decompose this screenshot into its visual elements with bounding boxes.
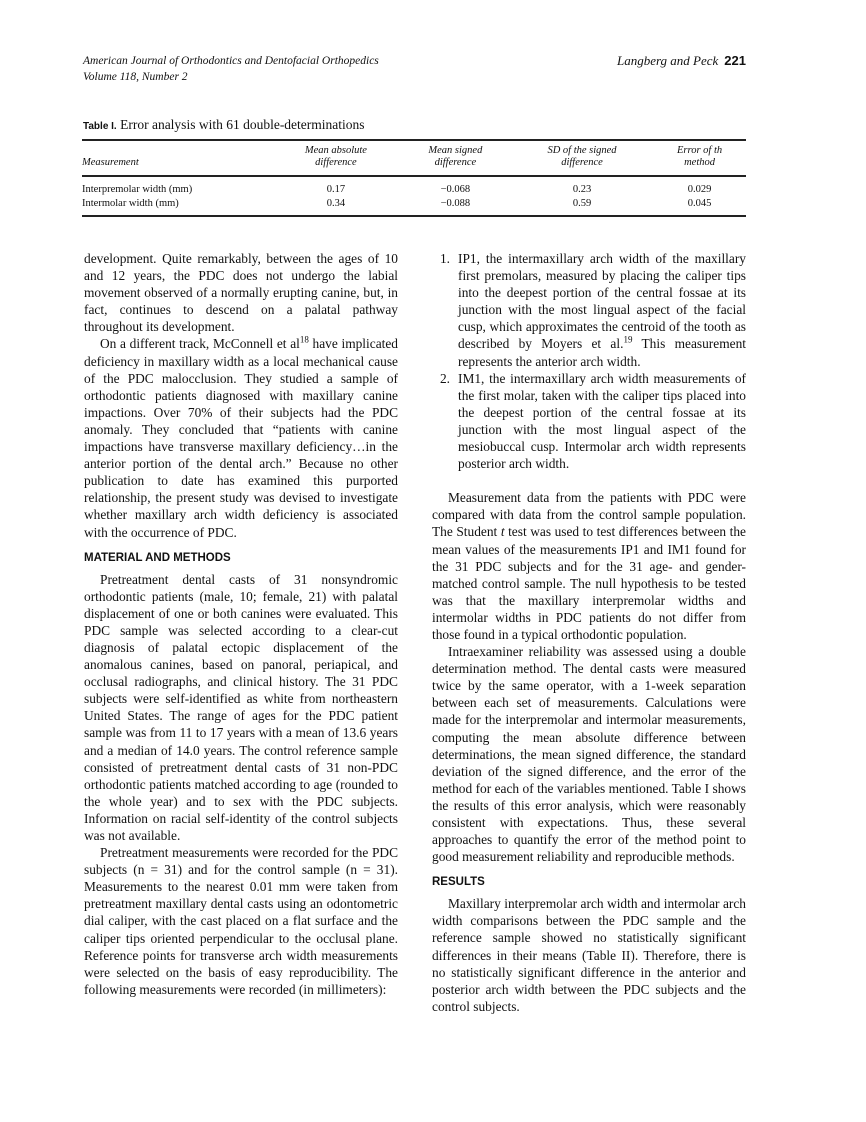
paragraph: On a different track, McConnell et $al^{18}$ have implicated deficiency in maxillary width as a local mechanical cause of the PDC malocclusion. They studied a sample of orthodontic patients diagnosed with maxillary canine impactions. Over 70% of their subjects had the PDC anomaly. They concluded that “patients with canine impactions have transverse maxillary deficiency…in the anterior portion of the dental arch.” Because no other publication to date has examined this purported relationship, the present study was devised to investigate whether maxillary arch width deficiency is associated with the occurrence of PDC.	[84, 335, 398, 540]
col-header-sd-signed: SD of the signed difference	[511, 140, 653, 176]
cell: Intermolar width (mm)	[82, 197, 272, 216]
authors: Langberg and Peck	[616, 53, 719, 68]
cell: 0.34	[272, 197, 400, 216]
right-column	[432, 250, 746, 1015]
running-header-left	[83, 53, 379, 85]
table-row	[82, 197, 746, 216]
list-item: 2. IM1, the intermaxillary arch width measurements of the first molar, taken with the caliper tips placed into the deepest portion of the central fossae at its junction with the most lingual aspect of the mesiobuccal cusp. Intermolar arch width represents posterior arch width.	[439, 370, 746, 472]
col-header-measurement: Measurement	[82, 140, 272, 176]
running-header-right	[617, 53, 746, 69]
cell: 0.59	[511, 197, 653, 216]
paragraph: Pretreatment dental casts of 31 nonsyndromic orthodontic patients (male, 10; female, 21) with palatal displacement of one or both canines were evaluated. This PDC sample was selected according to a clear-cut diagnosis of palatal ectopic displacement of the anomalous canines, based on panoral, periapical, and occlusal radiographs, and clinical history. The 31 PDC subjects were self-identified as white from northeastern United States. The range of ages for the PDC patient sample was from 11 to 17 years with a mean of 13.6 years and a median of 14.0 years. The control reference sample consisted of pretreatment dental casts of 31 non-PDC orthodontic patients matched according to age (rounded to the whole year) and to sex with the PDC subjects. Information on racial self-identity of the control subjects was not available.	[84, 571, 398, 843]
col-header-mean-signed: Mean signed difference	[400, 140, 511, 176]
cell: 0.029	[687, 184, 712, 195]
table-row	[82, 176, 746, 197]
journal-volume: Volume 118, Number 2	[83, 71, 188, 83]
journal-title: American Journal of Orthodontics and Dentofacial Orthopedics	[83, 55, 379, 67]
cell: −0.068	[440, 184, 471, 195]
citation: 18	[299, 335, 309, 345]
citation: 19	[623, 335, 633, 345]
col-header-error-method: Error of th method	[653, 140, 746, 176]
error-analysis-table	[82, 139, 746, 217]
table-label: Table I.	[83, 121, 117, 132]
section-heading-methods: MATERIAL AND METHODS	[84, 551, 231, 564]
paragraph: development. Quite remarkably, between the ages of 10 and 12 years, the PDC does not undergo the labial movement observed of a normally erupting canine, but, in fact, continues to descend on a palatal pathway throughout its development.	[84, 251, 398, 335]
table-title: Error analysis with 61 double-determinations	[120, 117, 365, 132]
section-heading-results: RESULTS	[432, 876, 485, 889]
paragraph: Pretreatment measurements were recorded for the PDC subjects (n = 31) and for the control sample (n = 31). Measurements to the nearest 0.01 mm were taken from pretreatment maxillary dental casts using an odontometric dial caliper, with the cast placed on a flat surface and the caliper tips oriented perpendicular to the occlusal plane. Reference points for transverse arch width measurements were selected on the basis of easy reproducibility. The following measurements were recorded (in millimeters):	[84, 845, 398, 997]
cell: Interpremolar width (mm)	[82, 184, 193, 195]
cell: 0.17	[326, 184, 346, 195]
page-number: 221	[724, 53, 746, 68]
list-item: 1. IP1, the intermaxillary arch width of the maxillary first premolars, measured by placing the caliper tips into the deepest portion of the central fossae at its junction with the most lingual aspect of the facial cusp, which approximates the centroid of the tooth as described by Moyers et al.$^{19}$ This measurement represents the anterior arch width.	[439, 251, 746, 369]
paragraph: Intraexaminer reliability was assessed using a double determination method. The dental casts were measured twice by the same operator, with a 1-week separation between each set of measurements. Calculations were made for the interpremolar and intermolar measurements, computing the mean absolute difference between determinations, the mean signed difference, the standard deviation of the signed difference, and the error of the method for each of the variables mentioned. Table I shows the results of this error analysis, which were reasonably consistent with expectations. Thus, these several approaches to quantify the error of the method point to good measurement reliability and reproducible methods.	[432, 644, 746, 865]
left-column	[84, 250, 398, 998]
cell: 0.045	[653, 197, 746, 216]
paragraph: Maxillary interpremolar arch width and intermolar arch width comparisons between the PDC sample and the reference sample showed no statistically significant differences in their means (Table II). Therefore, there is no statistically significant difference in the anterior and posterior arch width between the PDC subjects and the control subjects.	[432, 896, 746, 1014]
cell: 0.23	[572, 184, 592, 195]
cell: −0.088	[400, 197, 511, 216]
paragraph: Measurement data from the patients with PDC were compared with data from the control sample population. The Student t test was used to test differences between the mean values of the measurements IP1 and IM1 found for the 31 PDC subjects and for the 31 age- and gender-matched control sample. The null hypothesis to be tested was that the maxillary interpremolar widths and intermolar widths in PDC patients do not differ from those found in a typical orthodontic population.	[432, 490, 746, 642]
table-caption	[83, 117, 365, 133]
col-header-mean-absolute: Mean absolute difference	[272, 140, 400, 176]
table-header-row	[82, 140, 746, 176]
